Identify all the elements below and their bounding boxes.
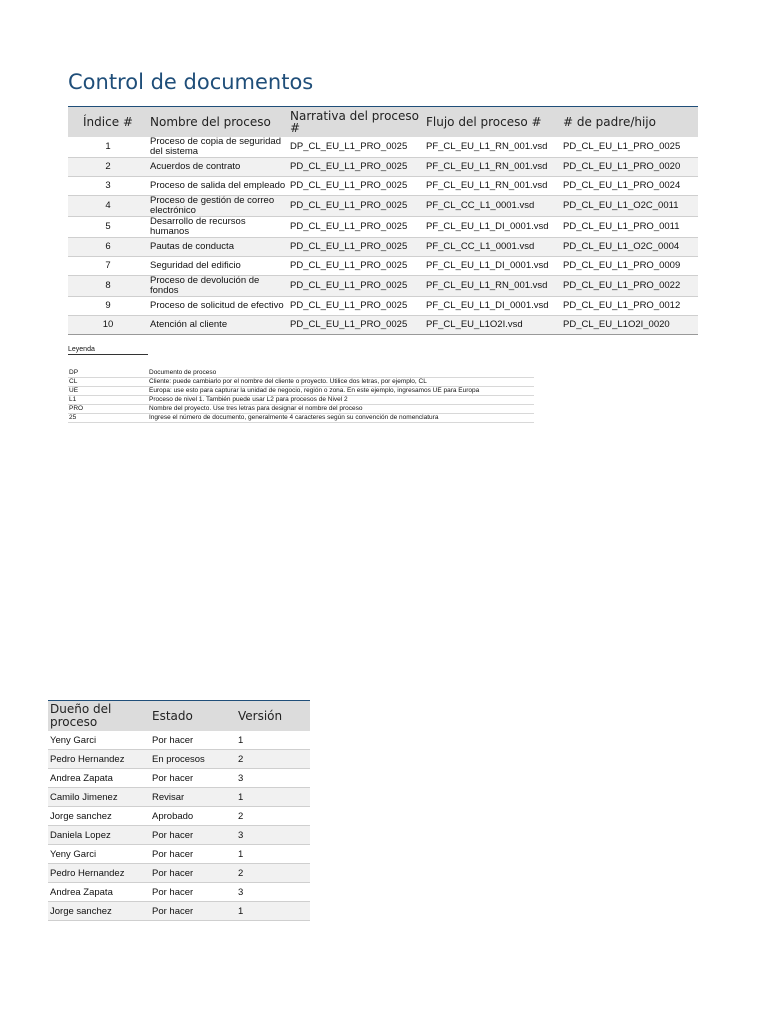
cell-process-narrative: PD_CL_EU_L1_PRO_0025 bbox=[288, 238, 424, 257]
cell-process-name: Proceso de salida del empleado bbox=[148, 177, 288, 196]
cell-version: 1 bbox=[236, 731, 310, 750]
document-control-table bbox=[68, 106, 698, 335]
cell-process-name: Acuerdos de contrato bbox=[148, 158, 288, 177]
column-header-process-flow: Flujo del proceso # bbox=[424, 107, 561, 138]
cell-owner: Andrea Zapata bbox=[48, 883, 150, 902]
table-row bbox=[48, 864, 310, 883]
cell-status: Por hacer bbox=[150, 883, 236, 902]
cell-process-flow: PF_CL_EU_L1_RN_001.vsd bbox=[424, 158, 561, 177]
legend-code: L1 bbox=[68, 396, 148, 405]
cell-parent-child: PD_CL_EU_L1_O2C_0004 bbox=[561, 238, 698, 257]
cell-index: 5 bbox=[68, 217, 148, 238]
cell-parent-child: PD_CL_EU_L1O2I_0020 bbox=[561, 316, 698, 335]
table-row bbox=[48, 826, 310, 845]
cell-process-name: Desarrollo de recursos humanos bbox=[148, 217, 288, 238]
cell-process-flow: PF_CL_EU_L1_DI_0001.vsd bbox=[424, 257, 561, 276]
column-header-process-name: Nombre del proceso bbox=[148, 107, 288, 138]
legend-code: 25 bbox=[68, 414, 148, 423]
cell-process-narrative: PD_CL_EU_L1_PRO_0025 bbox=[288, 297, 424, 316]
cell-version: 2 bbox=[236, 864, 310, 883]
cell-process-narrative: PD_CL_EU_L1_PRO_0025 bbox=[288, 316, 424, 335]
cell-process-flow: PF_CL_EU_L1_RN_001.vsd bbox=[424, 276, 561, 297]
cell-owner: Pedro Hernandez bbox=[48, 864, 150, 883]
column-header-parent-child: # de padre/hijo bbox=[561, 107, 698, 138]
table-row bbox=[48, 769, 310, 788]
cell-process-narrative: PD_CL_EU_L1_PRO_0025 bbox=[288, 217, 424, 238]
cell-process-narrative: PD_CL_EU_L1_PRO_0025 bbox=[288, 257, 424, 276]
cell-process-narrative: PD_CL_EU_L1_PRO_0025 bbox=[288, 276, 424, 297]
cell-process-flow: PF_CL_CC_L1_0001.vsd bbox=[424, 196, 561, 217]
cell-index: 3 bbox=[68, 177, 148, 196]
table-row bbox=[68, 316, 698, 335]
legend-description: Documento de proceso bbox=[148, 369, 534, 378]
cell-process-name: Seguridad del edificio bbox=[148, 257, 288, 276]
cell-status: Aprobado bbox=[150, 807, 236, 826]
cell-status: En procesos bbox=[150, 750, 236, 769]
cell-status: Por hacer bbox=[150, 769, 236, 788]
legend-description: Europa: use esto para capturar la unidad de negocio, región o zona. En este ejemplo, ingresamos UE para Europa bbox=[148, 387, 534, 396]
legend-item bbox=[68, 414, 534, 423]
cell-owner: Camilo Jimenez bbox=[48, 788, 150, 807]
cell-process-narrative: PD_CL_EU_L1_PRO_0025 bbox=[288, 177, 424, 196]
cell-parent-child: PD_CL_EU_L1_PRO_0022 bbox=[561, 276, 698, 297]
cell-parent-child: PD_CL_EU_L1_O2C_0011 bbox=[561, 196, 698, 217]
legend-item bbox=[68, 387, 534, 396]
legend-item bbox=[68, 396, 534, 405]
cell-index: 8 bbox=[68, 276, 148, 297]
cell-version: 3 bbox=[236, 769, 310, 788]
legend-description: Cliente: puede cambiarlo por el nombre del cliente o proyecto. Utilice dos letras, por ejemplo, CL bbox=[148, 378, 534, 387]
cell-parent-child: PD_CL_EU_L1_PRO_0011 bbox=[561, 217, 698, 238]
legend-description: Ingrese el número de documento, generalmente 4 caracteres según su convención de nomenclatura bbox=[148, 414, 534, 423]
cell-parent-child: PD_CL_EU_L1_PRO_0009 bbox=[561, 257, 698, 276]
legend-code: DP bbox=[68, 369, 148, 378]
table-header-row bbox=[48, 701, 310, 732]
cell-status: Por hacer bbox=[150, 864, 236, 883]
cell-index: 1 bbox=[68, 137, 148, 158]
cell-index: 9 bbox=[68, 297, 148, 316]
cell-version: 1 bbox=[236, 902, 310, 921]
cell-process-name: Proceso de gestión de correo electrónico bbox=[148, 196, 288, 217]
legend-code: PRO bbox=[68, 405, 148, 414]
cell-version: 1 bbox=[236, 845, 310, 864]
cell-process-narrative: DP_CL_EU_L1_PRO_0025 bbox=[288, 137, 424, 158]
cell-process-flow: PF_CL_EU_L1_RN_001.vsd bbox=[424, 137, 561, 158]
cell-process-flow: PF_CL_EU_L1_RN_001.vsd bbox=[424, 177, 561, 196]
cell-parent-child: PD_CL_EU_L1_PRO_0025 bbox=[561, 137, 698, 158]
table-row bbox=[48, 731, 310, 750]
table-row bbox=[48, 807, 310, 826]
table-header-row bbox=[68, 107, 698, 138]
table-row bbox=[68, 297, 698, 316]
table-row bbox=[48, 883, 310, 902]
column-header-version: Versión bbox=[236, 701, 310, 732]
cell-owner: Jorge sanchez bbox=[48, 902, 150, 921]
cell-process-name: Pautas de conducta bbox=[148, 238, 288, 257]
table-row bbox=[68, 137, 698, 158]
legend-item bbox=[68, 369, 534, 378]
cell-process-name: Proceso de copia de seguridad del sistema bbox=[148, 137, 288, 158]
cell-owner: Pedro Hernandez bbox=[48, 750, 150, 769]
table-row bbox=[68, 158, 698, 177]
table-row bbox=[48, 788, 310, 807]
cell-index: 4 bbox=[68, 196, 148, 217]
cell-index: 10 bbox=[68, 316, 148, 335]
cell-parent-child: PD_CL_EU_L1_PRO_0012 bbox=[561, 297, 698, 316]
cell-index: 6 bbox=[68, 238, 148, 257]
legend-table bbox=[68, 369, 534, 423]
process-owner-table bbox=[48, 700, 310, 921]
column-header-status: Estado bbox=[150, 701, 236, 732]
legend-item bbox=[68, 378, 534, 387]
column-header-index: Índice # bbox=[68, 107, 148, 138]
cell-process-name: Atención al cliente bbox=[148, 316, 288, 335]
legend-description: Nombre del proyecto. Use tres letras para designar el nombre del proceso bbox=[148, 405, 534, 414]
cell-process-name: Proceso de solicitud de efectivo bbox=[148, 297, 288, 316]
legend-code: UE bbox=[68, 387, 148, 396]
cell-process-flow: PF_CL_CC_L1_0001.vsd bbox=[424, 238, 561, 257]
legend-code: CL bbox=[68, 378, 148, 387]
table-row bbox=[48, 845, 310, 864]
table-row bbox=[68, 276, 698, 297]
column-header-process-narrative: Narrativa del proceso # bbox=[288, 107, 424, 138]
page-title: Control de documentos bbox=[68, 70, 314, 94]
cell-version: 3 bbox=[236, 826, 310, 845]
cell-version: 2 bbox=[236, 807, 310, 826]
cell-version: 3 bbox=[236, 883, 310, 902]
table-row bbox=[68, 177, 698, 196]
cell-status: Por hacer bbox=[150, 826, 236, 845]
cell-status: Revisar bbox=[150, 788, 236, 807]
legend-description: Proceso de nivel 1. También puede usar L2 para procesos de Nivel 2 bbox=[148, 396, 534, 405]
legend-title: Leyenda bbox=[68, 346, 148, 355]
cell-owner: Andrea Zapata bbox=[48, 769, 150, 788]
cell-process-flow: PF_CL_EU_L1_DI_0001.vsd bbox=[424, 217, 561, 238]
cell-parent-child: PD_CL_EU_L1_PRO_0020 bbox=[561, 158, 698, 177]
cell-owner: Yeny Garci bbox=[48, 845, 150, 864]
cell-owner: Yeny Garci bbox=[48, 731, 150, 750]
cell-process-narrative: PD_CL_EU_L1_PRO_0025 bbox=[288, 158, 424, 177]
table-row bbox=[48, 902, 310, 921]
cell-process-name: Proceso de devolución de fondos bbox=[148, 276, 288, 297]
legend-item bbox=[68, 405, 534, 414]
table-row bbox=[68, 217, 698, 238]
cell-status: Por hacer bbox=[150, 731, 236, 750]
cell-version: 2 bbox=[236, 750, 310, 769]
column-header-owner: Dueño del proceso bbox=[48, 701, 150, 732]
cell-process-flow: PF_CL_EU_L1_DI_0001.vsd bbox=[424, 297, 561, 316]
table-row bbox=[68, 257, 698, 276]
table-row bbox=[48, 750, 310, 769]
cell-owner: Daniela Lopez bbox=[48, 826, 150, 845]
cell-owner: Jorge sanchez bbox=[48, 807, 150, 826]
table-row bbox=[68, 238, 698, 257]
cell-process-flow: PF_CL_EU_L1O2I.vsd bbox=[424, 316, 561, 335]
cell-index: 7 bbox=[68, 257, 148, 276]
cell-process-narrative: PD_CL_EU_L1_PRO_0025 bbox=[288, 196, 424, 217]
table-row bbox=[68, 196, 698, 217]
cell-status: Por hacer bbox=[150, 902, 236, 921]
cell-status: Por hacer bbox=[150, 845, 236, 864]
cell-index: 2 bbox=[68, 158, 148, 177]
cell-parent-child: PD_CL_EU_L1_PRO_0024 bbox=[561, 177, 698, 196]
cell-version: 1 bbox=[236, 788, 310, 807]
